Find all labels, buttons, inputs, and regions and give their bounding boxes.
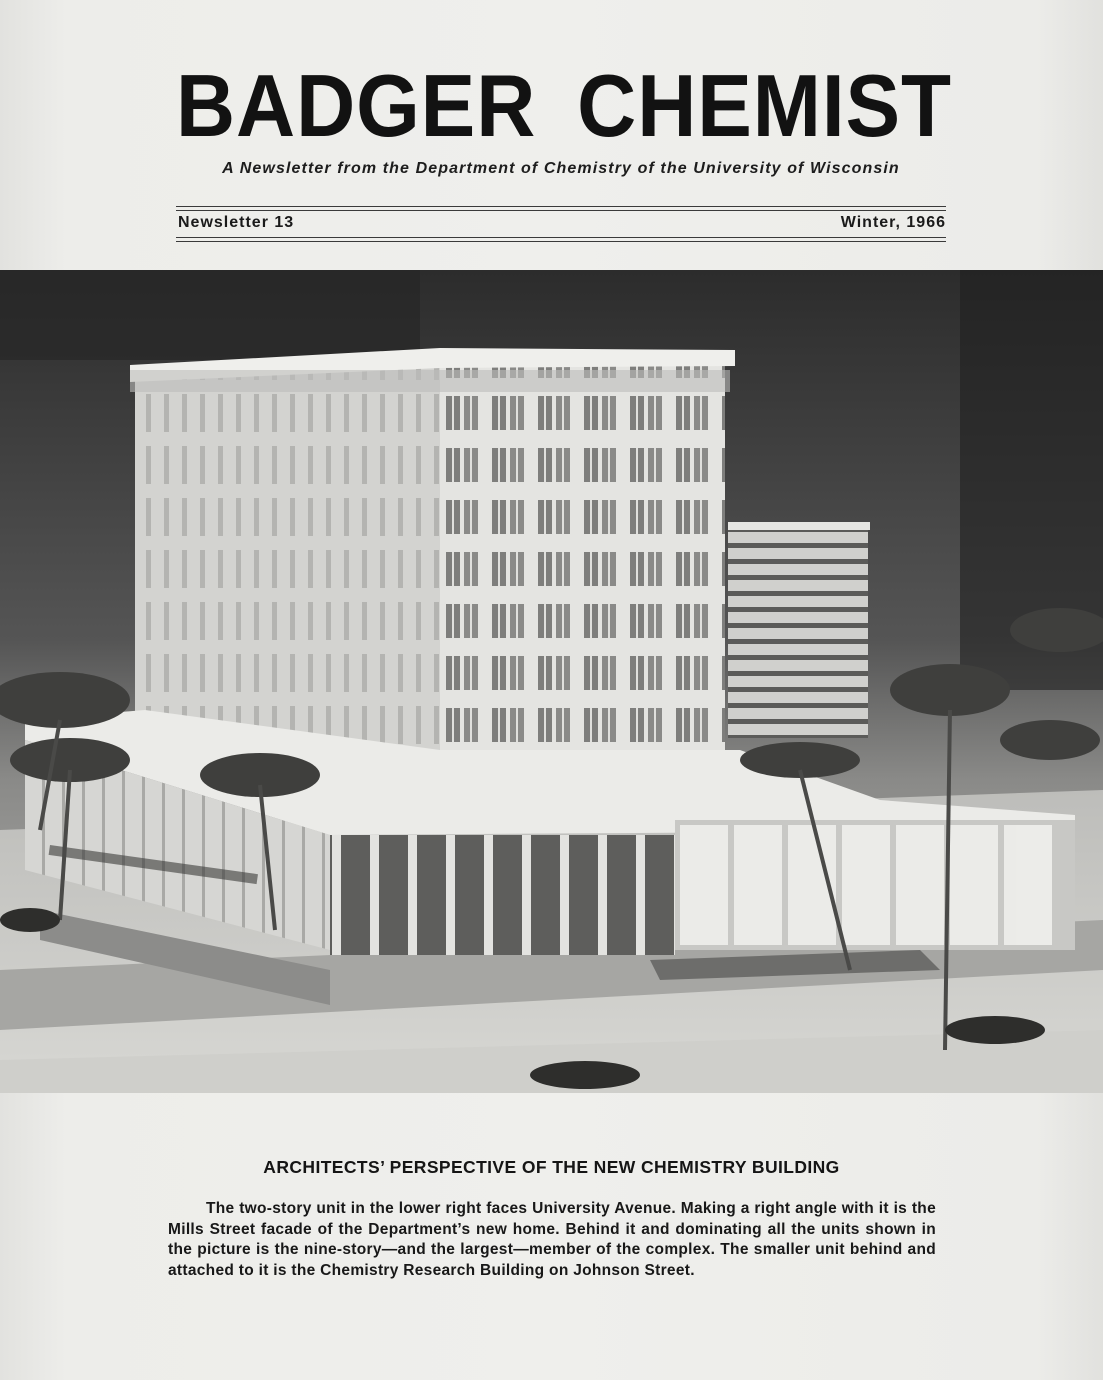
masthead-word-chemist: CHEMIST: [577, 56, 952, 155]
masthead-word-badger: BADGER: [176, 56, 537, 155]
bottom-rule-outer: [176, 237, 946, 238]
top-rule-outer: [176, 206, 946, 207]
bottom-rule-inner: [176, 241, 946, 242]
masthead-subtitle: A Newsletter from the Department of Chemistry of the University of Wisconsin: [222, 160, 900, 177]
masthead-title: [176, 56, 952, 155]
caption-title: ARCHITECTS’ PERSPECTIVE OF THE NEW CHEMISTRY BUILDING: [263, 1157, 840, 1177]
photo-illustration: [0, 270, 1103, 1093]
issue-date: Winter, 1966: [840, 214, 946, 231]
caption-body: The two-story unit in the lower right faces University Avenue. Making a right angle with it is the Mills Street facade of the Department’s new home. Behind it and dominating all the units shown in the picture is the nine-story—and the largest—member of the complex. The smaller unit behind and attached to it is the Chemistry Research Building on Johnson Street.: [168, 1200, 936, 1279]
building-model-photo: [0, 270, 1103, 1093]
top-rule-inner: [176, 210, 946, 211]
newsletter-number: Newsletter 13: [178, 214, 295, 231]
